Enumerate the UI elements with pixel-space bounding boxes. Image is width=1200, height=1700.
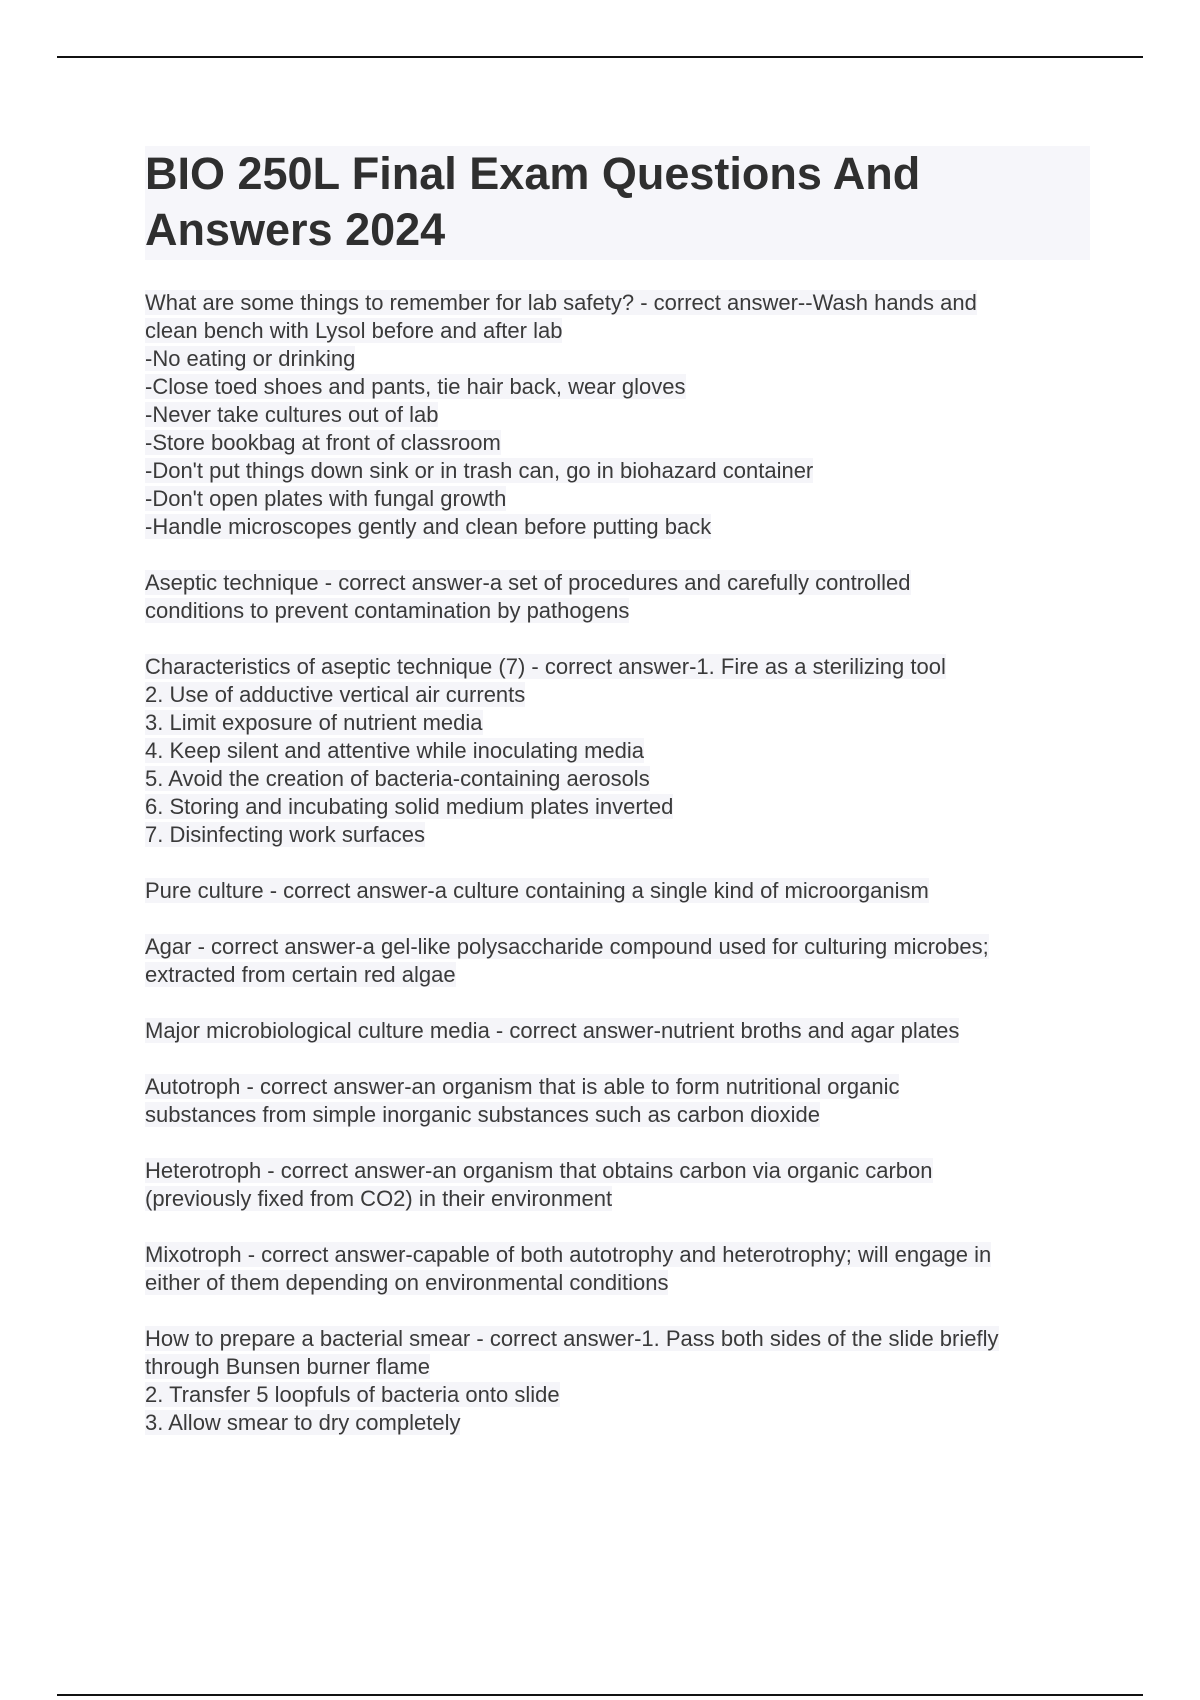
qa-answer-line <box>145 1269 1090 1297</box>
qa-line-text: Pure culture - correct answer-a culture containing a single kind of microorganism <box>145 878 929 903</box>
qa-answer-line <box>145 317 1090 345</box>
qa-line-text: -Don't put things down sink or in trash can, go in biohazard container <box>145 458 814 483</box>
qa-line-text: Agar - correct answer-a gel-like polysaccharide compound used for culturing microbes; <box>145 934 989 959</box>
qa-entry <box>145 1073 1090 1129</box>
qa-answer-line <box>145 597 1090 625</box>
qa-question-line <box>145 1157 1090 1185</box>
qa-line-text: extracted from certain red algae <box>145 962 456 987</box>
qa-answer-line <box>145 821 1090 849</box>
qa-entry <box>145 1017 1090 1045</box>
qa-answer-line <box>145 961 1090 989</box>
qa-question-line <box>145 933 1090 961</box>
qa-line-text: -Close toed shoes and pants, tie hair back, wear gloves <box>145 374 686 399</box>
qa-answer-line <box>145 709 1090 737</box>
top-rule <box>57 56 1143 58</box>
qa-answer-line <box>145 765 1090 793</box>
qa-entry <box>145 933 1090 989</box>
qa-answer-line <box>145 1381 1090 1409</box>
qa-answer-line <box>145 1185 1090 1213</box>
qa-line-text: -Store bookbag at front of classroom <box>145 430 501 455</box>
qa-question-line <box>145 1073 1090 1101</box>
qa-line-text: Mixotroph - correct answer-capable of both autotrophy and heterotrophy; will engage in <box>145 1242 992 1267</box>
qa-answer-line <box>145 737 1090 765</box>
qa-line-text: through Bunsen burner flame <box>145 1354 430 1379</box>
qa-line-text: What are some things to remember for lab safety? - correct answer--Wash hands and <box>145 290 977 315</box>
qa-line-text: -Don't open plates with fungal growth <box>145 486 507 511</box>
bottom-rule <box>57 1694 1143 1696</box>
qa-answer-line <box>145 1353 1090 1381</box>
qa-entry <box>145 877 1090 905</box>
qa-question-line <box>145 1017 1090 1045</box>
qa-line-text: 2. Transfer 5 loopfuls of bacteria onto slide <box>145 1382 560 1407</box>
qa-list <box>145 289 1090 1437</box>
qa-line-text: either of them depending on environmental conditions <box>145 1270 669 1295</box>
qa-line-text: 3. Allow smear to dry completely <box>145 1410 461 1435</box>
qa-line-text: How to prepare a bacterial smear - correct answer-1. Pass both sides of the slide briefly <box>145 1326 999 1351</box>
qa-line-text: Characteristics of aseptic technique (7) - correct answer-1. Fire as a sterilizing tool <box>145 654 946 679</box>
qa-line-text: clean bench with Lysol before and after lab <box>145 318 563 343</box>
qa-answer-line <box>145 485 1090 513</box>
qa-answer-line <box>145 1409 1090 1437</box>
qa-question-line <box>145 1241 1090 1269</box>
qa-line-text: conditions to prevent contamination by pathogens <box>145 598 630 623</box>
qa-line-text: Major microbiological culture media - correct answer-nutrient broths and agar plates <box>145 1018 960 1043</box>
qa-line-text: 3. Limit exposure of nutrient media <box>145 710 483 735</box>
qa-line-text: 2. Use of adductive vertical air currents <box>145 682 526 707</box>
qa-entry <box>145 1325 1090 1437</box>
qa-line-text: 4. Keep silent and attentive while inoculating media <box>145 738 644 763</box>
qa-question-line <box>145 877 1090 905</box>
qa-answer-line <box>145 429 1090 457</box>
qa-line-text: -Never take cultures out of lab <box>145 402 439 427</box>
qa-line-text: -Handle microscopes gently and clean before putting back <box>145 514 712 539</box>
qa-entry <box>145 569 1090 625</box>
qa-line-text: Autotroph - correct answer-an organism that is able to form nutritional organic <box>145 1074 900 1099</box>
qa-answer-line <box>145 345 1090 373</box>
qa-answer-line <box>145 793 1090 821</box>
qa-line-text: (previously fixed from CO2) in their environment <box>145 1186 613 1211</box>
qa-answer-line <box>145 1101 1090 1129</box>
qa-answer-line <box>145 457 1090 485</box>
qa-line-text: 5. Avoid the creation of bacteria-containing aerosols <box>145 766 650 791</box>
qa-question-line <box>145 289 1090 317</box>
qa-line-text: substances from simple inorganic substances such as carbon dioxide <box>145 1102 821 1127</box>
qa-question-line <box>145 653 1090 681</box>
document-title: BIO 250L Final Exam Questions And Answers 2024 <box>145 146 1090 260</box>
qa-question-line <box>145 1325 1090 1353</box>
document-body <box>145 146 1090 1465</box>
qa-line-text: -No eating or drinking <box>145 346 356 371</box>
qa-entry <box>145 653 1090 849</box>
qa-answer-line <box>145 401 1090 429</box>
qa-line-text: Aseptic technique - correct answer-a set of procedures and carefully controlled <box>145 570 911 595</box>
qa-question-line <box>145 569 1090 597</box>
qa-answer-line <box>145 681 1090 709</box>
qa-line-text: Heterotroph - correct answer-an organism that obtains carbon via organic carbon <box>145 1158 933 1183</box>
qa-line-text: 7. Disinfecting work surfaces <box>145 822 425 847</box>
qa-entry <box>145 1157 1090 1213</box>
qa-answer-line <box>145 373 1090 401</box>
qa-line-text: 6. Storing and incubating solid medium plates inverted <box>145 794 674 819</box>
qa-answer-line <box>145 513 1090 541</box>
qa-entry <box>145 1241 1090 1297</box>
qa-entry <box>145 289 1090 541</box>
